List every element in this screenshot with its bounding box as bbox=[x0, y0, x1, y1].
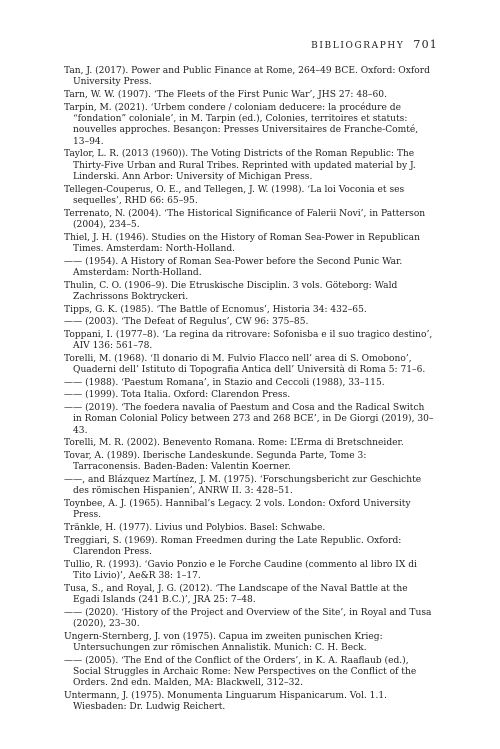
bibliography-entry: —— (2003). ‘The Defeat of Regulus’, CW 96: 375–85. bbox=[64, 317, 309, 328]
bibliography-entry: Taylor, L. R. (2013 (1960)). The Voting Districts of the Roman Republic: The Thirty-Five Urban and Rural Tribes. Reprinted with updated material by J. Linderski. Ann Arbor: University of Michigan Press. bbox=[64, 149, 416, 182]
bibliography-entry: Tipps, G. K. (1985). ‘The Battle of Ecnomus’, Historia 34: 432–65. bbox=[64, 304, 367, 315]
bibliography-entry: Tusa, S., and Royal, J. G. (2012). ‘The Landscape of the Naval Battle at the Egadi Islands (241 B.C.)’, JRA 25: 7–48. bbox=[64, 583, 408, 605]
bibliography-entry: Tellegen-Couperus, O. E., and Tellegen, J. W. (1998). ‘La loi Voconia et ses sequelles’, RHD 66: 65–95. bbox=[64, 184, 405, 206]
bibliography-entry: Tarpin, M. (2021). ‘Urbem condere / coloniam deducere: la procédure de “fondation” coloniale’, in M. Tarpin (ed.), Colonies, territoires et statuts: nouvelles approches. Besançon: Presses Universitaires de Franche-Comté, 13–94. bbox=[64, 102, 419, 147]
bibliography-entry: —— (2005). ‘The End of the Conflict of the Orders’, in K. A. Raaflaub (ed.), Social Struggles in Archaic Rome: New Perspectives on the Conflict of the Orders. 2nd edn. Malden, MA: Blackwell, 312–32. bbox=[64, 655, 417, 689]
bibliography-entry: Torelli, M. (1968). ‘Il donario di M. Fulvio Flacco nell’ area di S. Omobono’, Quaderni dell’ Istituto di Topografia Antica dell’ Università di Roma 5: 71–6. bbox=[64, 353, 426, 376]
section-title: BIBLIOGRAPHY bbox=[311, 41, 405, 51]
page-number: 701 bbox=[413, 38, 438, 51]
bibliography-entry: Tränkle, H. (1977). Livius und Polybios. Basel: Schwabe. bbox=[64, 523, 326, 533]
bibliography-entry: —— (1988). ‘Paestum Romana’, in Stazio and Ceccoli (1988), 33–115. bbox=[64, 377, 385, 388]
bibliography-entry: —— (1954). A History of Roman Sea-Power before the Second Punic War. Amsterdam: North-Holland. bbox=[64, 256, 403, 278]
bibliography-entry: Tarn, W. W. (1907). ‘The Fleets of the First Punic War’, JHS 27: 48–60. bbox=[64, 89, 387, 100]
bibliography-list bbox=[64, 66, 436, 715]
bibliography-entry: Ungern-Sternberg, J. von (1975). Capua im zweiten punischen Krieg: Untersuchungen zur römischen Annalistik. Munich: C. H. Beck. bbox=[64, 631, 383, 653]
bibliography-entry: Torelli, M. R. (2002). Benevento Romana. Rome: L’Erma di Bretschneider. bbox=[64, 438, 404, 449]
bibliography-entry: Terrenato, N. (2004). ‘The Historical Significance of Falerii Novi’, in Patterson (2004), 234–5. bbox=[64, 208, 426, 230]
bibliography-entry: Toynbee, A. J. (1965). Hannibal’s Legacy. 2 vols. London: Oxford University Press. bbox=[64, 499, 411, 521]
running-header bbox=[311, 38, 438, 51]
bibliography-entry: —— (2020). ‘History of the Project and Overview of the Site’, in Royal and Tusa (2020), 23–30. bbox=[64, 607, 432, 629]
bibliography-entry: Thulin, C. O. (1906–9). Die Etruskische Disciplin. 3 vols. Göteborg: Wald Zachrissons Boktryckeri. bbox=[64, 280, 398, 302]
bibliography-entry: Untermann, J. (1975). Monumenta Linguarum Hispanicarum. Vol. 1.1. Wiesbaden: Dr. Ludwig Reichert. bbox=[64, 690, 388, 713]
bibliography-entry: Tullio, R. (1993). ‘Gavio Ponzio e le Forche Caudine (commento al libro IX di Tito Livio)’, Ae&R 38: 1–17. bbox=[64, 559, 417, 581]
bibliography-entry: Tovar, A. (1989). Iberische Landeskunde. Segunda Parte, Tome 3: Tarraconensis. Baden-Baden: Valentin Koerner. bbox=[64, 451, 367, 473]
bibliography-entry: —— (1999). Tota Italia. Oxford: Clarendon Press. bbox=[64, 390, 291, 401]
bibliography-entry: ——, and Blázquez Martínez, J. M. (1975). ‘Forschungsbericht zur Geschichte des römischen Hispanien’, ANRW II. 3: 428–51. bbox=[64, 475, 422, 497]
bibliography-entry: Treggiari, S. (1969). Roman Freedmen during the Late Republic. Oxford: Clarendon Press. bbox=[64, 535, 402, 557]
bibliography-entry: Thiel, J. H. (1946). Studies on the History of Roman Sea-Power in Republican Times. Amsterdam: North-Holland. bbox=[64, 232, 420, 254]
bibliography-entry: —— (2019). ‘The foedera navalia of Paestum and Cosa and the Radical Switch in Roman Colonial Policy between 273 and 268 BCE’, in De Giorgi (2019), 30–43. bbox=[64, 403, 434, 436]
bibliography-entry: Toppani, I. (1977–8). ‘La regina da ritrovare: Sofonisba e il suo tragico destino’, AIV 136: 561–78. bbox=[64, 329, 433, 352]
bibliography-entry: Tan, J. (2017). Power and Public Finance at Rome, 264–49 BCE. Oxford: Oxford University Press. bbox=[64, 66, 430, 88]
